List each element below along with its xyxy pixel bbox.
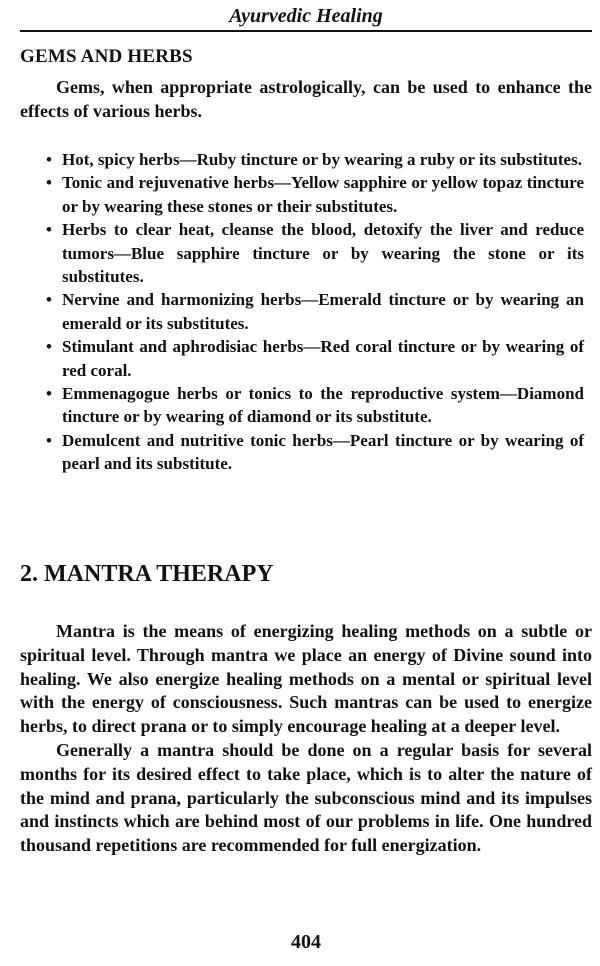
list-item-text: Tonic and rejuvenative herbs—Yellow sapphire or yellow topaz tincture or by wearing these stones or their substitutes.	[62, 173, 584, 216]
bullet-icon: •	[46, 337, 52, 357]
list-item	[46, 288, 584, 335]
list-item-text: Emmenagogue herbs or tonics to the reproductive system—Diamond tincture or by wearing of diamond or its substitute.	[62, 384, 584, 427]
running-head: Ayurvedic Healing	[229, 5, 383, 27]
list-item-text: Stimulant and aphrodisiac herbs—Red coral tincture or by wearing of red coral.	[62, 337, 584, 380]
mantra-paragraph: Mantra is the means of energizing healing methods on a subtle or spiritual level. Through mantra we place an energy of Divine sound into healing. We also energize healing methods on a mental or spiritual level with the energy of consciousness. Such mantras can be used to energize herbs, to direct prana or to simply encourage healing at a deeper level.	[20, 621, 592, 737]
bullet-icon: •	[46, 220, 52, 240]
mantra-section-body	[20, 620, 592, 858]
bullet-icon: •	[46, 150, 52, 169]
list-item	[46, 171, 584, 218]
bullet-icon: •	[46, 384, 52, 404]
gems-herbs-list	[46, 148, 584, 476]
list-item-text: Nervine and harmonizing herbs—Emerald tincture or by wearing an emerald or its substitutes.	[62, 290, 584, 333]
gems-intro-paragraph: Gems, when appropriate astrologically, can be used to enhance the effects of various herbs.	[20, 77, 592, 121]
list-item	[46, 335, 584, 382]
mantra-paragraph: Generally a mantra should be done on a regular basis for several months for its desired effect to take place, which is to alter the nature of the mind and prana, particularly the subconscious mind and its impulses and instincts which are behind most of our problems in life. One hundred thousand repetitions are recommended for full energization.	[20, 739, 592, 856]
bullet-icon: •	[46, 173, 52, 193]
book-page	[20, 0, 592, 966]
list-item-text: Hot, spicy herbs—Ruby tincture or by wearing a ruby or its substitutes.	[62, 150, 582, 169]
list-item-text: Demulcent and nutritive tonic herbs—Pearl tincture or by wearing of pearl and its substitute.	[62, 430, 584, 474]
mantra-section-title: 2. MANTRA THERAPY	[20, 561, 274, 587]
list-item	[46, 148, 584, 171]
bullet-icon: •	[46, 430, 52, 450]
bullet-icon: •	[46, 290, 52, 310]
header-rule	[20, 30, 592, 32]
gems-section-title: GEMS AND HERBS	[20, 46, 193, 67]
list-item-text: Herbs to clear heat, cleanse the blood, detoxify the liver and reduce tumors—Blue sapphire tincture or by wearing the stone or its substitutes.	[62, 220, 584, 287]
page-number: 404	[291, 931, 321, 953]
list-item	[46, 429, 584, 476]
list-item	[46, 218, 584, 288]
list-item	[46, 382, 584, 429]
